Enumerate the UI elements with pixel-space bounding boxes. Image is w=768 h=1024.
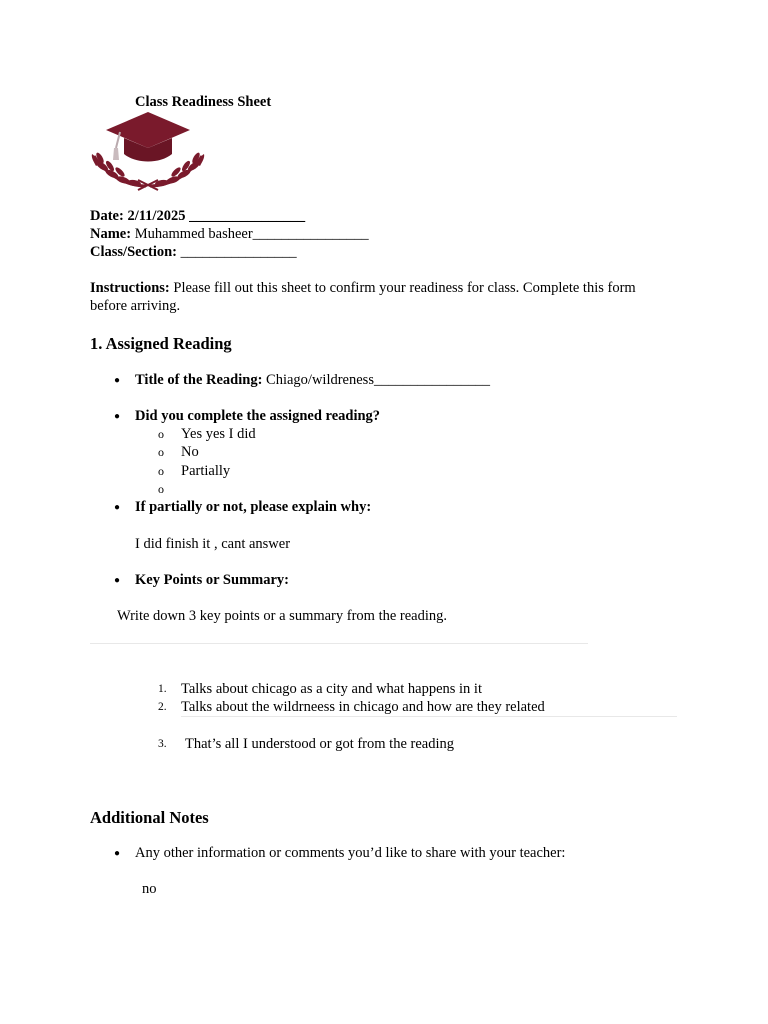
instructions-label: Instructions: (90, 280, 170, 296)
option-yes[interactable]: Yes yes I did (181, 426, 256, 442)
option-no[interactable]: No (181, 444, 199, 460)
instructions-line-2: before arriving. (90, 298, 181, 314)
explain-label: If partially or not, please explain why: (135, 499, 372, 515)
option-partially[interactable]: Partially (181, 463, 231, 479)
circle-bullet-icon: o (158, 427, 164, 441)
summary-label: Key Points or Summary: (135, 572, 289, 588)
graduation-cap-laurel-icon (88, 108, 208, 192)
key-point-3[interactable]: That’s all I understood or got from the reading (185, 736, 454, 752)
divider (90, 643, 588, 644)
bullet-icon: ● (114, 848, 121, 859)
name-value[interactable]: Muhammed basheer________________ (134, 226, 369, 242)
reading-title-value[interactable]: Chiago/wildreness________________ (266, 372, 490, 388)
class-section-field (90, 244, 297, 261)
bullet-icon: ● (114, 502, 121, 513)
bullet-icon: ● (114, 375, 121, 386)
list-number: 3. (158, 738, 167, 750)
explain-answer[interactable]: I did finish it , cant answer (135, 536, 291, 552)
instructions-text: Please fill out this sheet to confirm your readiness for class. Complete this form (173, 280, 636, 296)
reading-title-field (135, 372, 490, 389)
circle-bullet-icon: o (158, 445, 164, 459)
divider (181, 716, 677, 717)
date-field (90, 208, 305, 225)
section-heading-assigned-reading: 1. Assigned Reading (90, 334, 232, 353)
instructions-line-1 (90, 280, 636, 297)
bullet-icon: ● (114, 411, 121, 422)
document-title: Class Readiness Sheet (135, 94, 272, 110)
completion-question: Did you complete the assigned reading? (135, 408, 381, 424)
reading-title-label: Title of the Reading: (135, 372, 263, 388)
class-section-label: Class/Section: (90, 244, 177, 260)
list-number: 1. (158, 683, 167, 695)
summary-prompt: Write down 3 key points or a summary from the reading. (117, 608, 448, 624)
key-point-2[interactable]: Talks about the wildrneess in chicago and how are they related (181, 699, 545, 715)
class-section-value[interactable]: ________________ (180, 244, 297, 260)
name-label: Name: (90, 226, 132, 242)
date-value[interactable]: 2/11/2025 ________________ (127, 208, 306, 224)
circle-bullet-icon: o (158, 482, 164, 496)
notes-answer[interactable]: no (142, 881, 157, 897)
bullet-icon: ● (114, 575, 121, 586)
key-point-1[interactable]: Talks about chicago as a city and what happens in it (181, 681, 482, 697)
list-number: 2. (158, 701, 167, 713)
date-label: Date: (90, 208, 124, 224)
notes-prompt: Any other information or comments you’d like to share with your teacher: (135, 845, 566, 861)
circle-bullet-icon: o (158, 464, 164, 478)
section-heading-additional-notes: Additional Notes (90, 808, 209, 827)
name-field (90, 226, 369, 243)
